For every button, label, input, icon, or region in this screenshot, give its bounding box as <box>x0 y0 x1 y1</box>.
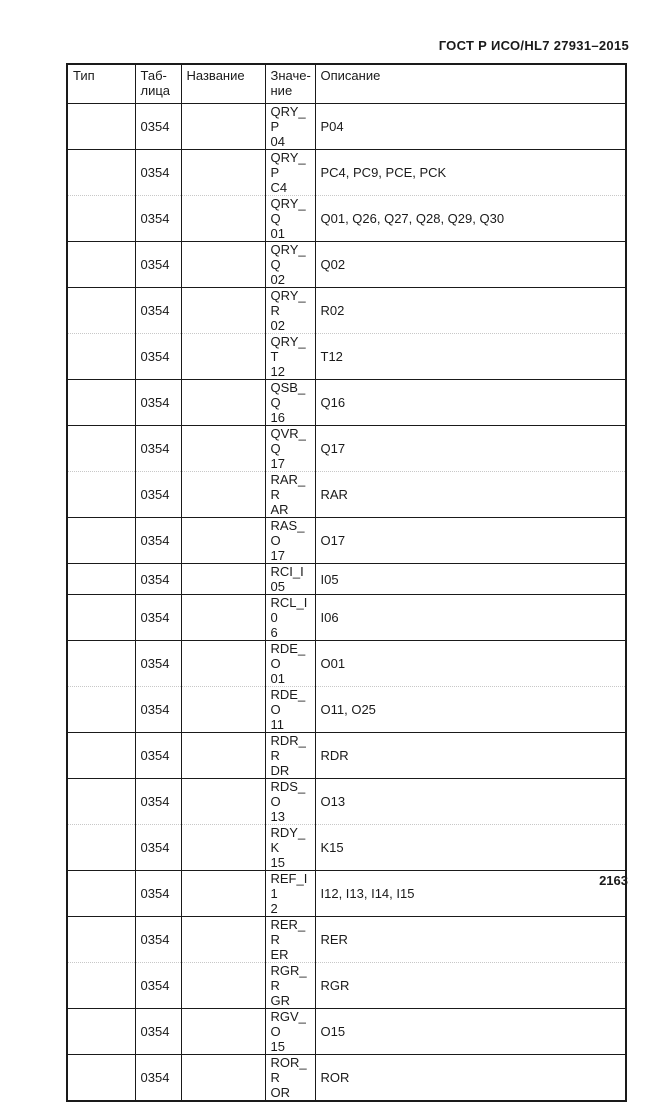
cell-type <box>67 518 135 564</box>
table-row <box>67 334 626 380</box>
table-row <box>67 641 626 687</box>
cell-description: O17 <box>315 518 626 564</box>
cell-table: 0354 <box>135 871 181 917</box>
cell-description: T12 <box>315 334 626 380</box>
cell-value: RAS_O 17 <box>265 518 315 564</box>
cell-value: RCL_I0 6 <box>265 595 315 641</box>
table-header-row <box>67 64 626 104</box>
cell-value: RCI_I05 <box>265 564 315 595</box>
cell-description: Q16 <box>315 380 626 426</box>
cell-name <box>181 150 265 196</box>
cell-description: R02 <box>315 288 626 334</box>
table-row <box>67 150 626 196</box>
cell-table: 0354 <box>135 917 181 963</box>
cell-type <box>67 825 135 871</box>
cell-description: ROR <box>315 1055 626 1102</box>
cell-name <box>181 963 265 1009</box>
cell-description: RDR <box>315 733 626 779</box>
cell-value: QRY_P C4 <box>265 150 315 196</box>
cell-value: RGR_R GR <box>265 963 315 1009</box>
cell-description: O15 <box>315 1009 626 1055</box>
cell-table: 0354 <box>135 1009 181 1055</box>
cell-table: 0354 <box>135 196 181 242</box>
cell-description: O13 <box>315 779 626 825</box>
cell-description: RER <box>315 917 626 963</box>
cell-type <box>67 917 135 963</box>
cell-name <box>181 196 265 242</box>
cell-description: RGR <box>315 963 626 1009</box>
cell-name <box>181 426 265 472</box>
cell-table: 0354 <box>135 334 181 380</box>
cell-type <box>67 334 135 380</box>
cell-table: 0354 <box>135 380 181 426</box>
cell-name <box>181 825 265 871</box>
cell-type <box>67 242 135 288</box>
cell-table: 0354 <box>135 641 181 687</box>
cell-description: P04 <box>315 104 626 150</box>
cell-table: 0354 <box>135 242 181 288</box>
cell-table: 0354 <box>135 426 181 472</box>
cell-type <box>67 871 135 917</box>
table-row <box>67 426 626 472</box>
cell-type <box>67 733 135 779</box>
cell-value: QRY_Q 01 <box>265 196 315 242</box>
cell-table: 0354 <box>135 779 181 825</box>
cell-name <box>181 917 265 963</box>
cell-type <box>67 1055 135 1102</box>
column-header-description: Описание <box>315 64 626 104</box>
cell-name <box>181 1055 265 1102</box>
cell-type <box>67 779 135 825</box>
cell-value: RDS_O 13 <box>265 779 315 825</box>
cell-table: 0354 <box>135 687 181 733</box>
cell-name <box>181 472 265 518</box>
cell-value: QRY_R 02 <box>265 288 315 334</box>
cell-name <box>181 104 265 150</box>
cell-type <box>67 472 135 518</box>
cell-value: RER_R ER <box>265 917 315 963</box>
cell-value: ROR_R OR <box>265 1055 315 1102</box>
table-row <box>67 380 626 426</box>
cell-name <box>181 518 265 564</box>
table-row <box>67 242 626 288</box>
cell-name <box>181 1009 265 1055</box>
column-header-name: Название <box>181 64 265 104</box>
table-row <box>67 288 626 334</box>
cell-description: RAR <box>315 472 626 518</box>
cell-type <box>67 1009 135 1055</box>
cell-name <box>181 242 265 288</box>
table-row <box>67 1009 626 1055</box>
cell-name <box>181 334 265 380</box>
cell-name <box>181 871 265 917</box>
cell-table: 0354 <box>135 472 181 518</box>
cell-value: REF_I1 2 <box>265 871 315 917</box>
table-row <box>67 733 626 779</box>
cell-type <box>67 963 135 1009</box>
table-row <box>67 196 626 242</box>
cell-table: 0354 <box>135 1055 181 1102</box>
cell-value: QRY_P 04 <box>265 104 315 150</box>
cell-description: O01 <box>315 641 626 687</box>
cell-table: 0354 <box>135 595 181 641</box>
cell-description: I05 <box>315 564 626 595</box>
cell-description: O11, O25 <box>315 687 626 733</box>
cell-type <box>67 641 135 687</box>
cell-table: 0354 <box>135 288 181 334</box>
table-row <box>67 564 626 595</box>
cell-table: 0354 <box>135 150 181 196</box>
cell-type <box>67 687 135 733</box>
cell-description: Q02 <box>315 242 626 288</box>
cell-type <box>67 595 135 641</box>
page-number: 2163 <box>599 873 628 888</box>
cell-table: 0354 <box>135 733 181 779</box>
table-row <box>67 104 626 150</box>
cell-table: 0354 <box>135 104 181 150</box>
cell-name <box>181 564 265 595</box>
table-row <box>67 963 626 1009</box>
cell-table: 0354 <box>135 518 181 564</box>
cell-name <box>181 733 265 779</box>
cell-name <box>181 641 265 687</box>
cell-type <box>67 288 135 334</box>
cell-description: I06 <box>315 595 626 641</box>
value-table <box>66 63 627 1102</box>
table-row <box>67 825 626 871</box>
cell-name <box>181 595 265 641</box>
table-row <box>67 871 626 917</box>
cell-table: 0354 <box>135 564 181 595</box>
cell-value: QRY_T 12 <box>265 334 315 380</box>
cell-name <box>181 288 265 334</box>
cell-value: RDR_R DR <box>265 733 315 779</box>
table-body <box>67 104 626 1102</box>
cell-type <box>67 104 135 150</box>
cell-type <box>67 426 135 472</box>
cell-value: RGV_O 15 <box>265 1009 315 1055</box>
cell-value: RDY_K 15 <box>265 825 315 871</box>
cell-type <box>67 150 135 196</box>
cell-value: RDE_O 01 <box>265 641 315 687</box>
cell-type <box>67 380 135 426</box>
cell-value: QRY_Q 02 <box>265 242 315 288</box>
cell-name <box>181 380 265 426</box>
cell-description: Q17 <box>315 426 626 472</box>
cell-name <box>181 779 265 825</box>
cell-description: PC4, PC9, PCE, PCK <box>315 150 626 196</box>
table-row <box>67 518 626 564</box>
cell-value: RDE_O 11 <box>265 687 315 733</box>
cell-value: QVR_Q 17 <box>265 426 315 472</box>
cell-table: 0354 <box>135 963 181 1009</box>
cell-description: Q01, Q26, Q27, Q28, Q29, Q30 <box>315 196 626 242</box>
cell-value: QSB_Q 16 <box>265 380 315 426</box>
cell-type <box>67 564 135 595</box>
table-row <box>67 917 626 963</box>
cell-type <box>67 196 135 242</box>
document-header: ГОСТ Р ИСО/HL7 27931–2015 <box>438 38 629 53</box>
cell-table: 0354 <box>135 825 181 871</box>
table-row <box>67 472 626 518</box>
table-row <box>67 779 626 825</box>
table-row <box>67 595 626 641</box>
cell-description: K15 <box>315 825 626 871</box>
table-row <box>67 687 626 733</box>
cell-description: I12, I13, I14, I15 <box>315 871 626 917</box>
cell-value: RAR_R AR <box>265 472 315 518</box>
cell-name <box>181 687 265 733</box>
column-header-type: Тип <box>67 64 135 104</box>
column-header-table: Таб- лица <box>135 64 181 104</box>
column-header-value: Значе- ние <box>265 64 315 104</box>
table-row <box>67 1055 626 1102</box>
